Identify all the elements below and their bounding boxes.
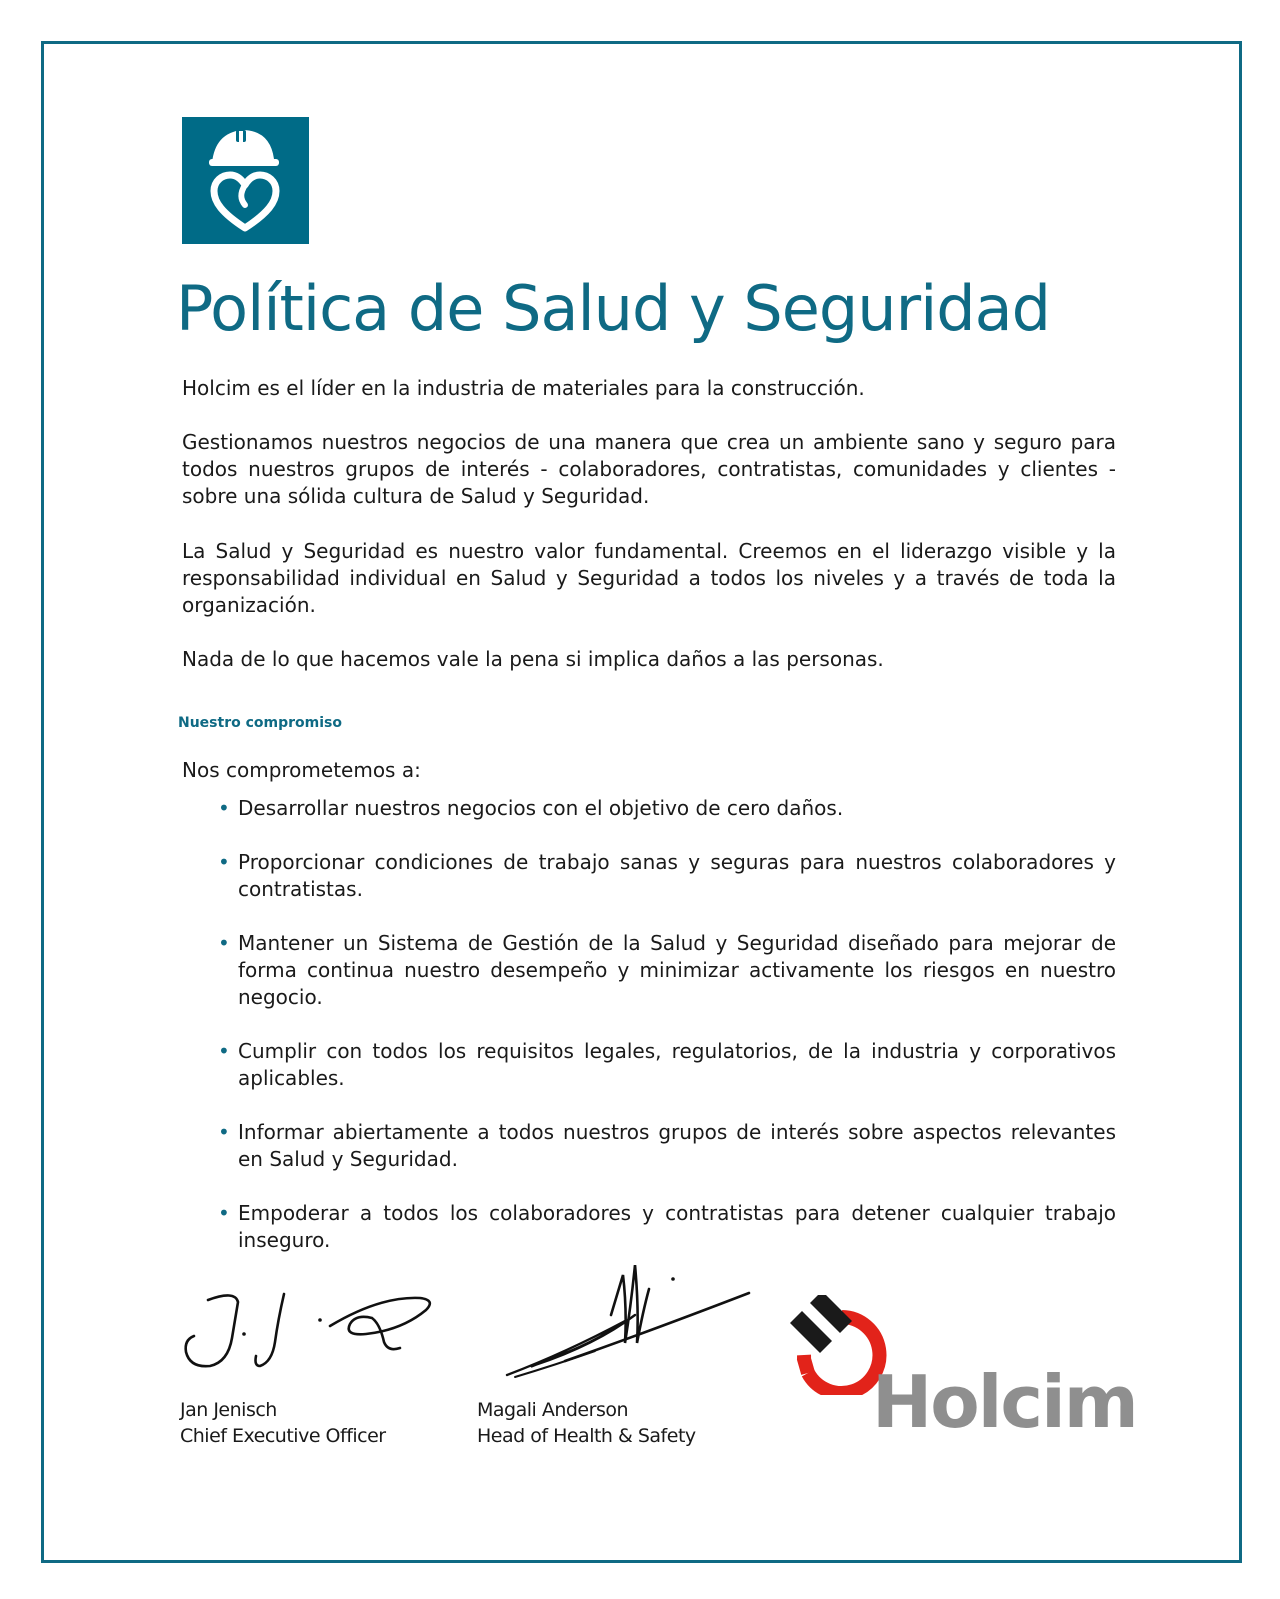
bullet-icon: • — [218, 931, 230, 955]
paragraph-management: Gestionamos nuestros negocios de una manera que crea un ambiente sano y seguro para todos nuestros grupos de interés - colaboradores, contratistas, comunidades y clientes - sobre una sólida cultura de Salud y Seguridad. — [182, 430, 1116, 508]
signer-magali-anderson — [477, 1397, 696, 1449]
bullet-icon: • — [218, 1120, 230, 1144]
paragraph-core-value: La Salud y Seguridad es nuestro valor fundamental. Creemos en el liderazgo visible y la responsabilidad individual en Salud y Seguridad a todos los niveles y a través de toda la organización. — [182, 539, 1116, 617]
signer-role: Chief Executive Officer — [180, 1425, 386, 1447]
signer-name: Magali Anderson — [477, 1399, 629, 1421]
list-item: • Empoderar a todos los colaboradores y contratistas para detener cualquier trabajo inseguro. — [218, 1201, 1116, 1252]
list-item: • Proporcionar condiciones de trabajo sanas y seguras para nuestros colaboradores y contratistas. — [218, 850, 1116, 901]
bullet-icon: • — [218, 796, 230, 820]
commitments-list — [218, 795, 1116, 1281]
bullet-icon: • — [218, 850, 230, 874]
holcim-wordmark: Holcim — [872, 1360, 1137, 1444]
signature-jan-jenisch — [180, 1290, 440, 1379]
list-item: • Desarrollar nuestros negocios con el objetivo de cero daños. — [218, 796, 844, 820]
section-heading-commitment: Nuestro compromiso — [178, 715, 342, 731]
commitments-intro: Nos comprometemos a: — [182, 758, 421, 782]
signature-magali-anderson — [505, 1265, 755, 1389]
signer-jan-jenisch — [180, 1397, 386, 1449]
paragraph-no-harm: Nada de lo que hacemos vale la pena si implica daños a las personas. — [182, 647, 884, 671]
page-title: Política de Salud y Seguridad — [176, 272, 1050, 345]
list-item: • Informar abiertamente a todos nuestros grupos de interés sobre aspectos relevantes en Salud y Seguridad. — [218, 1120, 1116, 1171]
helmet-heart-icon — [182, 117, 309, 244]
list-item: • Cumplir con todos los requisitos legales, regulatorios, de la industria y corporativos aplicables. — [218, 1039, 1116, 1090]
bullet-icon: • — [218, 1201, 230, 1225]
signer-name: Jan Jenisch — [180, 1399, 277, 1421]
list-item: • Mantener un Sistema de Gestión de la Salud y Seguridad diseñado para mejorar de forma continua nuestro desempeño y minimizar activamente los riesgos en nuestro negocio. — [218, 931, 1116, 1009]
bullet-icon: • — [218, 1039, 230, 1063]
signer-role: Head of Health & Safety — [477, 1425, 696, 1447]
paragraph-intro: Holcim es el líder en la industria de materiales para la construcción. — [182, 376, 865, 400]
